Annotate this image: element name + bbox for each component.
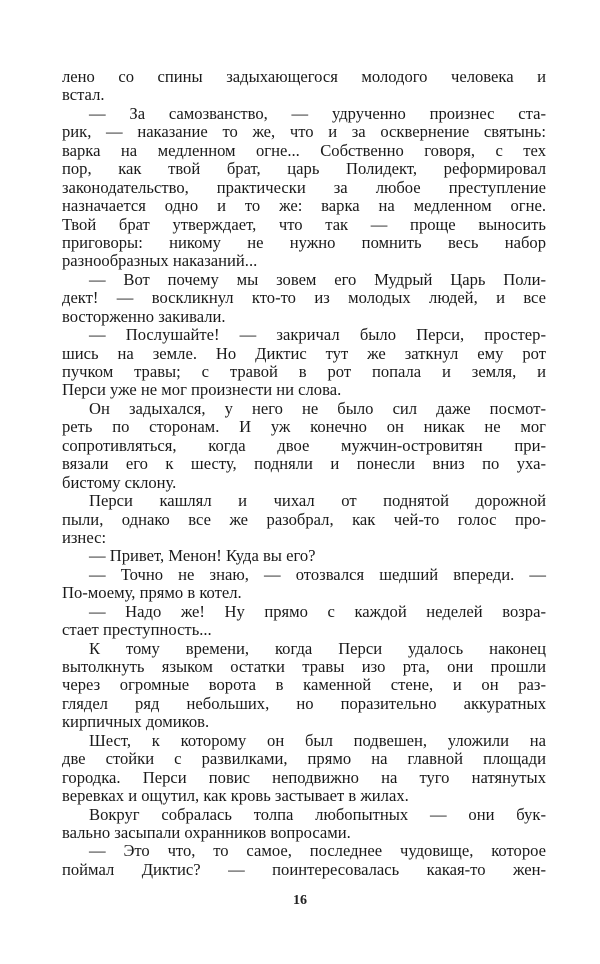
paragraph bbox=[62, 68, 546, 105]
text-line: кирпичных домиков. bbox=[62, 712, 210, 732]
text-line: — Надо же! Ну прямо с каждой неделей возра- bbox=[89, 601, 546, 621]
text-line: Перси уже не мог произнести ни слова. bbox=[62, 380, 342, 400]
paragraph bbox=[62, 640, 546, 732]
text-line: разнообразных наказаний... bbox=[62, 251, 258, 271]
text-line: через огромные ворота в каменной стене, и он раз- bbox=[62, 675, 546, 695]
text-line: — Точно не знаю, — отозвался шедший впереди. — bbox=[89, 564, 546, 584]
text-line: реть по сторонам. И уж конечно он никак не мог bbox=[62, 417, 546, 437]
text-line: шись на земле. Но Диктис тут же заткнул ему рот bbox=[62, 343, 546, 363]
page-body-text bbox=[62, 68, 546, 879]
text-line: Твой брат утверждает, что так — проще выносить bbox=[62, 214, 546, 234]
text-line: дект! — воскликнул кто-то из молодых людей, и все bbox=[62, 288, 546, 308]
text-line: поймал Диктис? — поинтересовалась какая-то жен- bbox=[62, 859, 546, 879]
text-line: — За самозванство, — удрученно произнес ста- bbox=[89, 103, 546, 123]
page-number: 16 bbox=[293, 893, 307, 908]
text-line: Перси кашлял и чихал от поднятой дорожной bbox=[89, 491, 546, 511]
text-line: стает преступность... bbox=[62, 620, 212, 640]
text-line: пучком травы; с травой в рот попала и земля, и bbox=[62, 362, 546, 381]
text-line: вытолкнуть языком остатки травы изо рта, они прошли bbox=[62, 657, 546, 676]
text-line: Шест, к которому он был подвешен, уложили на bbox=[89, 730, 546, 750]
text-line: — Вот почему мы зовем его Мудрый Царь Поли- bbox=[89, 269, 546, 289]
text-line: рик, — наказание то же, что и за осквернение святынь: bbox=[62, 122, 546, 142]
paragraph bbox=[62, 603, 546, 640]
text-line: городка. Перси повис неподвижно на туго натянутых bbox=[62, 767, 546, 787]
text-line: две стойки с развилками, прямо на главной площади bbox=[62, 749, 546, 769]
text-line: Вокруг собралась толпа любопытных — они бук- bbox=[89, 804, 546, 824]
text-line: варка на медленном огне... Собственно говоря, с тех bbox=[62, 140, 546, 160]
text-line: приговоры: никому не нужно помнить весь набор bbox=[62, 232, 546, 252]
text-line: По-моему, прямо в котел. bbox=[62, 583, 242, 603]
text-line: глядел ряд небольших, но поразительно аккуратных bbox=[62, 693, 546, 713]
paragraph bbox=[62, 271, 546, 326]
text-line: сопротивляться, когда двое мужчин-островитян при- bbox=[62, 435, 546, 455]
text-line: — Это что, то самое, последнее чудовище, которое bbox=[89, 841, 546, 861]
text-line: К тому времени, когда Перси удалось наконец bbox=[89, 638, 546, 658]
paragraph bbox=[62, 842, 546, 879]
paragraph bbox=[62, 400, 546, 492]
text-line: восторженно закивали. bbox=[62, 306, 226, 326]
paragraph bbox=[62, 806, 546, 843]
text-line: вально засыпали охранников вопросами. bbox=[62, 822, 351, 842]
text-line: вязали его к шесту, подняли и понесли вниз по уха- bbox=[62, 454, 546, 474]
text-line: веревках и ощутил, как кровь застывает в жилах. bbox=[62, 786, 409, 806]
text-line: Он задыхался, у него не было сил даже посмот- bbox=[89, 398, 546, 418]
text-line: бистому склону. bbox=[62, 472, 177, 492]
paragraph bbox=[62, 492, 546, 547]
paragraph bbox=[62, 105, 546, 271]
text-line: — Привет, Менон! Куда вы его? bbox=[89, 546, 316, 566]
paragraph bbox=[62, 566, 546, 603]
text-line: — Послушайте! — закричал было Перси, простер- bbox=[89, 325, 546, 345]
text-line: изнес: bbox=[62, 527, 107, 547]
text-line: законодательство, практически за любое преступление bbox=[62, 177, 546, 197]
paragraph bbox=[62, 326, 546, 400]
text-line: встал. bbox=[62, 85, 105, 105]
text-line: лено со спины задыхающегося молодого человека и bbox=[62, 67, 546, 86]
text-line: пор, как твой брат, царь Полидект, реформировал bbox=[62, 159, 546, 179]
text-line: пыли, однако все же разобрал, как чей-то голос про- bbox=[62, 509, 546, 529]
paragraph bbox=[62, 732, 546, 806]
text-line: назначается одно и то же: варка на медленном огне. bbox=[62, 196, 546, 216]
paragraph bbox=[62, 547, 546, 565]
